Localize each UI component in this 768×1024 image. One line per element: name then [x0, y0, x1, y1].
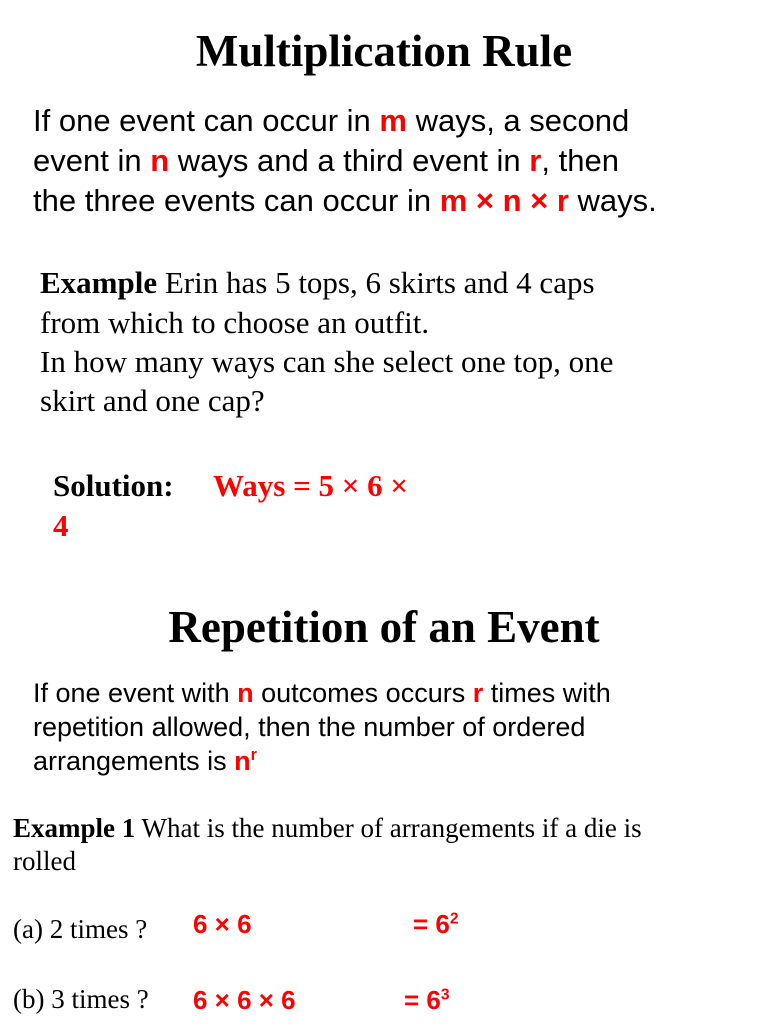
repetition-rule-line-1	[33, 676, 611, 710]
example-line-4: skirt and one cap?	[40, 383, 265, 418]
part-b-label: (b) 3 times ?	[13, 984, 149, 1014]
result-exponent: 2	[449, 910, 459, 928]
text-segment: If one event with	[33, 678, 238, 708]
text-segment: times with	[483, 678, 611, 708]
variable-r: r	[529, 143, 542, 178]
base-n: n	[234, 746, 251, 776]
exponent-r: r	[250, 746, 257, 764]
text-segment: ways, a second	[406, 103, 630, 138]
multiplication-rule-line-2	[33, 141, 753, 181]
solution-label: Solution:	[53, 468, 174, 503]
text-segment: the three events can occur in	[33, 183, 440, 218]
text-segment: arrangements is	[33, 746, 235, 776]
text-segment: Erin has 5 tops, 6 skirts and 4 caps	[157, 265, 595, 300]
page-title-multiplication-rule: Multiplication Rule	[195, 26, 573, 76]
multiplication-rule-line-3	[33, 181, 753, 221]
variable-n: n	[237, 678, 254, 708]
variable-m: m	[379, 103, 407, 138]
result-base: = 6	[413, 909, 450, 939]
result-exponent: 3	[440, 986, 450, 1004]
formula-m-n-r: m × n × r	[439, 183, 569, 218]
solution-ways-line-2: 4	[53, 508, 69, 543]
example1-line-2: rolled	[13, 846, 76, 876]
example-line-2: from which to choose an outfit.	[40, 305, 430, 340]
text-segment: What is the number of arrangements if a die is	[135, 813, 642, 843]
text-segment: ways and a third event in	[169, 143, 530, 178]
solution-ways-line-1: Ways = 5 × 6 ×	[213, 468, 409, 503]
formula-n-power-r	[234, 746, 257, 776]
part-a-result	[413, 909, 459, 939]
result-base: = 6	[404, 985, 441, 1015]
text-segment: ways.	[568, 183, 657, 218]
part-a-label: (a) 2 times ?	[13, 914, 148, 944]
repetition-rule-line-2: repetition allowed, then the number of ordered	[33, 712, 586, 742]
part-b-expression: 6 × 6 × 6	[193, 985, 296, 1015]
text-segment: event in	[33, 143, 151, 178]
variable-r: r	[472, 678, 484, 708]
example-line-3: In how many ways can she select one top, one	[40, 344, 614, 379]
example1-label: Example 1	[13, 813, 136, 843]
multiplication-rule-line-1	[33, 101, 753, 141]
text-segment: outcomes occurs	[253, 678, 473, 708]
section-title-repetition: Repetition of an Event	[168, 602, 600, 652]
part-b-result	[404, 985, 450, 1015]
example-line-1	[40, 263, 595, 303]
variable-n: n	[150, 143, 170, 178]
example-label: Example	[40, 265, 158, 300]
repetition-rule-line-3	[33, 744, 257, 778]
text-segment: , then	[541, 143, 619, 178]
example1-line-1	[13, 812, 642, 845]
part-a-expression: 6 × 6	[193, 909, 252, 939]
text-segment: If one event can occur in	[33, 103, 380, 138]
